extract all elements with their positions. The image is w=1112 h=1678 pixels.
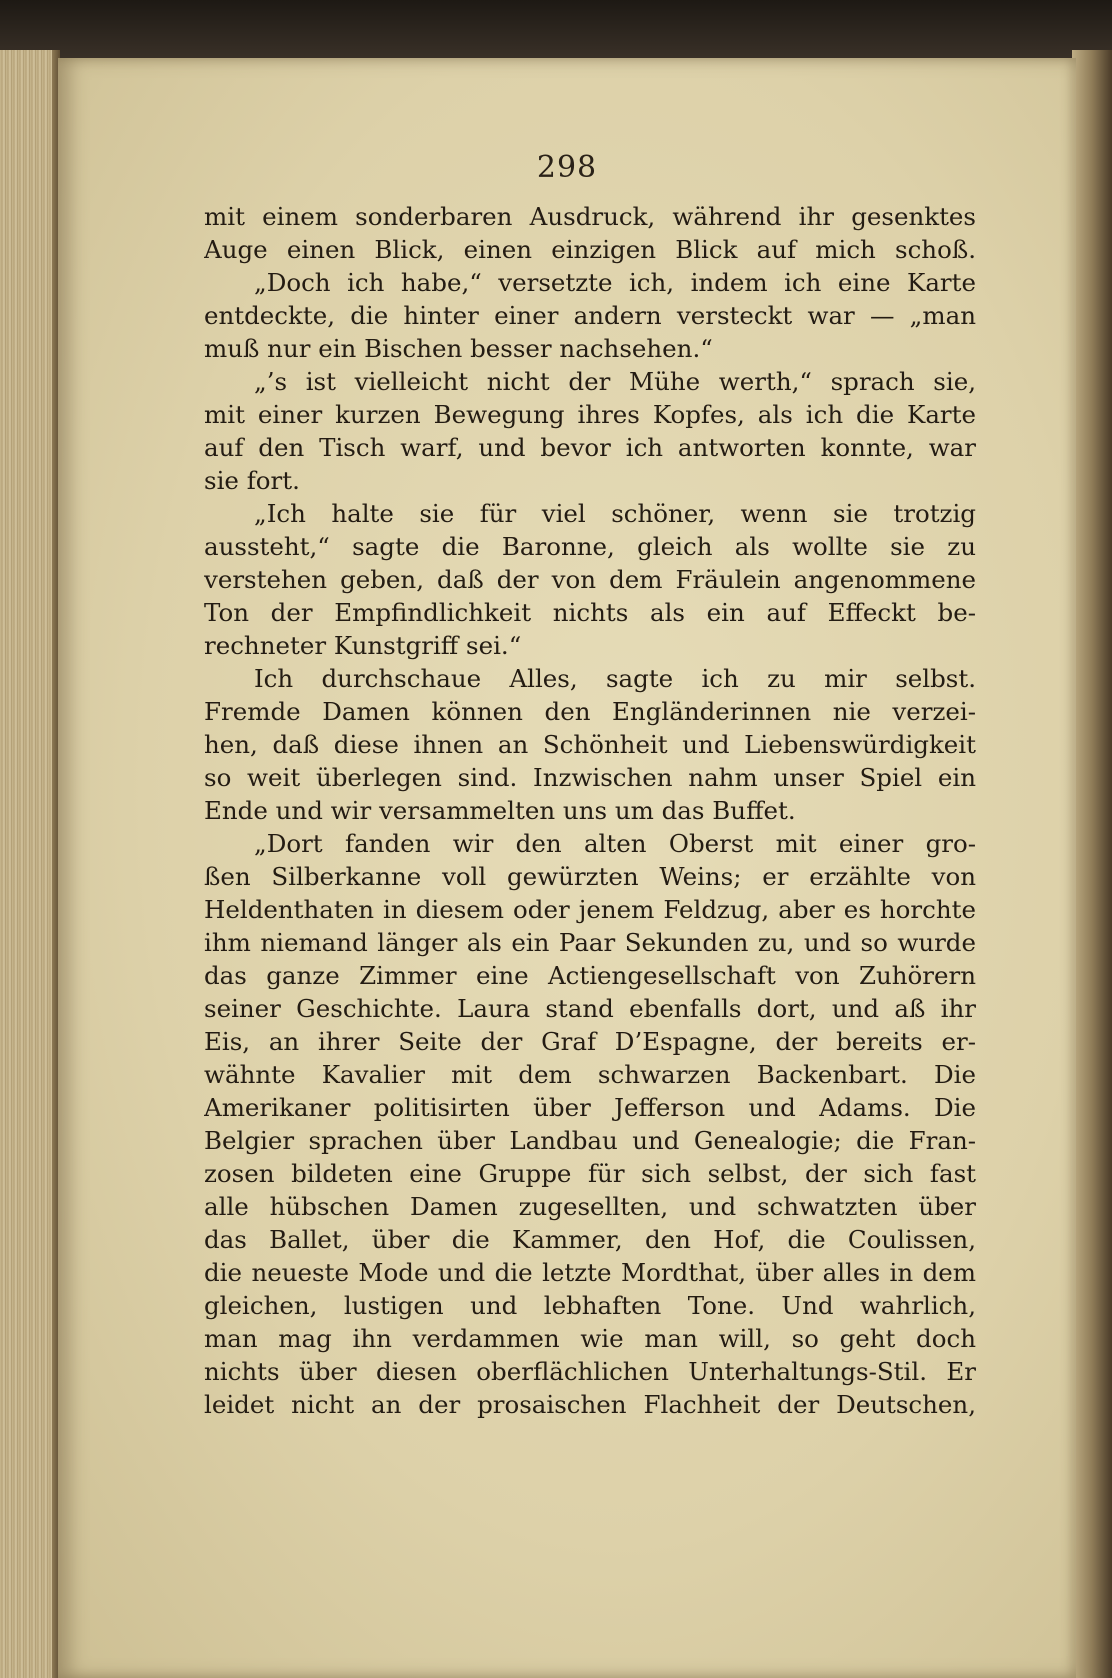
body-text (204, 200, 976, 1421)
text-line: ihm niemand länger als ein Paar Sekunden zu, und so wurde (204, 928, 976, 957)
text-line: „Dort fanden wir den alten Oberst mit einer gro- (254, 829, 976, 858)
text-line: aussteht,“ sagte die Baronne, gleich als wollte sie zu (204, 532, 976, 561)
text-line: mit einer kurzen Bewegung ihres Kopfes, als ich die Karte (204, 400, 976, 429)
text-line: muß nur ein Bischen besser nachsehen.“ (204, 334, 713, 363)
book-top-shadow (0, 0, 1112, 60)
text-line: „Doch ich habe,“ versetzte ich, indem ich eine Karte (254, 268, 976, 297)
text-line: Ton der Empfindlichkeit nichts als ein auf Effeckt be- (204, 598, 976, 627)
page-number: 298 (536, 150, 598, 185)
text-line: „Ich halte sie für viel schöner, wenn sie trotzig (254, 499, 976, 528)
text-line: so weit überlegen sind. Inzwischen nahm unser Spiel ein (204, 763, 976, 792)
text-line: „’s ist vielleicht nicht der Mühe werth,“ sprach sie, (254, 367, 976, 396)
page-edges-left (0, 50, 60, 1678)
text-line: Auge einen Blick, einen einzigen Blick auf mich schoß. (204, 235, 976, 264)
text-line: das Ballet, über die Kammer, den Hof, die Coulissen, (204, 1225, 976, 1254)
text-line: das ganze Zimmer eine Actiengesellschaft von Zuhörern (204, 961, 976, 990)
book-page (58, 58, 1076, 1678)
text-line: wähnte Kavalier mit dem schwarzen Backenbart. Die (204, 1060, 976, 1089)
text-line: zosen bildeten eine Gruppe für sich selbst, der sich fast (204, 1159, 976, 1188)
text-line: verstehen geben, daß der von dem Fräulein angenommene (204, 565, 976, 594)
text-line: sie fort. (204, 466, 300, 495)
text-line: seiner Geschichte. Laura stand ebenfalls dort, und aß ihr (204, 994, 976, 1023)
text-line: Eis, an ihrer Seite der Graf D’Espagne, der bereits er- (204, 1027, 976, 1056)
text-line: auf den Tisch warf, und bevor ich antworten konnte, war (204, 433, 976, 462)
text-line: Heldenthaten in diesem oder jenem Feldzug, aber es horchte (204, 895, 976, 924)
text-line: die neueste Mode und die letzte Mordthat, über alles in dem (204, 1258, 976, 1287)
text-line: gleichen, lustigen und lebhaften Tone. Und wahrlich, (204, 1291, 976, 1320)
text-line: ßen Silberkanne voll gewürzten Weins; er erzählte von (204, 862, 976, 891)
text-line: alle hübschen Damen zugesellten, und schwatzten über (204, 1192, 976, 1221)
text-line: entdeckte, die hinter einer andern versteckt war — „man (204, 301, 976, 330)
text-line: Amerikaner politisirten über Jefferson und Adams. Die (204, 1093, 976, 1122)
page-edge-right (1072, 50, 1112, 1678)
text-line: man mag ihn verdammen wie man will, so geht doch (204, 1324, 976, 1353)
text-line: Fremde Damen können den Engländerinnen nie verzei- (204, 697, 976, 726)
text-line: Ich durchschaue Alles, sagte ich zu mir selbst. (254, 664, 976, 693)
text-line: Ende und wir versammelten uns um das Buffet. (204, 796, 796, 825)
text-line: rechneter Kunstgriff sei.“ (204, 631, 522, 660)
text-line: leidet nicht an der prosaischen Flachheit der Deutschen, (204, 1390, 976, 1419)
text-line: hen, daß diese ihnen an Schönheit und Liebenswürdigkeit (204, 730, 976, 759)
text-line: nichts über diesen oberflächlichen Unterhaltungs-Stil. Er (204, 1357, 976, 1386)
text-line: mit einem sonderbaren Ausdruck, während ihr gesenktes (204, 202, 976, 231)
text-line: Belgier sprachen über Landbau und Genealogie; die Fran- (204, 1126, 976, 1155)
